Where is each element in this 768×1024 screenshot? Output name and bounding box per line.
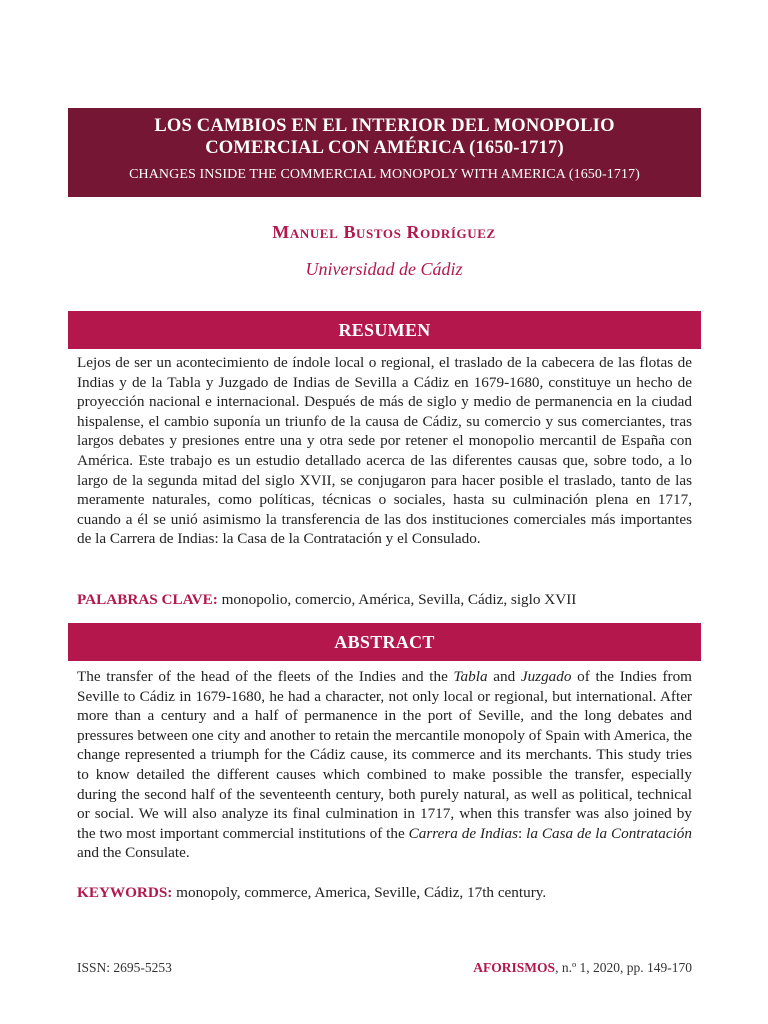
abstract-term-carrera: Carrera de Indias [408, 824, 518, 842]
palabras-clave-list: monopolio, comercio, América, Sevilla, Cádiz, siglo XVII [221, 591, 577, 608]
author-name: Manuel Bustos Rodríguez [272, 222, 496, 242]
abstract-text-part-1: The transfer of the head of the fleets of the Indies and the [77, 668, 454, 685]
title-spanish-line-2: COMERCIAL CON AMÉRICA (1650-1717) [205, 138, 564, 158]
title-spanish-line-1: LOS CAMBIOS EN EL INTERIOR DEL MONOPOLIO [154, 116, 615, 136]
abstract-text-part-3: and the Consulate. [77, 844, 190, 862]
abstract-text-colon: : [518, 824, 527, 842]
abstract-term-tabla: Tabla [453, 668, 488, 685]
keywords-list: monopoly, commerce, America, Seville, Cádiz, 17th century. [176, 884, 547, 901]
palabras-clave [77, 590, 692, 610]
abstract-term-juzgado: Juzgado [520, 668, 572, 685]
resumen-text: Lejos de ser un acontecimiento de índole local o regional, el traslado de la cabecera de las flotas de Indias y de la Tabla y Juzgado de Indias de Sevilla a Cádiz en 1679-1680, constituye un hecho de proyección nacional e internacional. Después de más de siglo y medio de permanencia en la ciudad hispalense, el cambio suponía un triunfo de la causa de Cádiz, su comercio y sus comerciantes, tras largos debates y presiones entre una y otra sede por retener el monopolio mercantil de España con América. Este trabajo es un estudio detallado acerca de las diferentes causas que, sobre todo, a lo largo de la segunda mitad del siglo XVII, se conjugaron para hacer posible el traslado, tanto de las meramente naturales, como políticas, técnicas o sociales, hasta su culminación plena en 1717, cuando a él se unió asimismo la transferencia de las dos instituciones comerciales más importantes de la Carrera de Indias: la Casa de la Contratación y el Consulado. [77, 354, 692, 548]
footer-issue-pages: , n.º 1, 2020, pp. 149-170 [555, 960, 692, 975]
footer-issn: ISSN: 2695-5253 [77, 960, 172, 975]
keywords [77, 883, 692, 903]
footer-journal-name: AFORISMOS [473, 960, 556, 975]
title-english: CHANGES INSIDE THE COMMERCIAL MONOPOLY WITH AMERICA (1650-1717) [129, 167, 640, 182]
title-spanish [68, 115, 701, 159]
abstract-term-casa: la Casa de la Contratación [526, 824, 692, 842]
keywords-label: KEYWORDS: [77, 884, 173, 901]
footer-citation [473, 960, 692, 976]
abstract-text-and: and [487, 668, 521, 685]
resumen-heading: RESUMEN [68, 311, 701, 349]
author-affiliation: Universidad de Cádiz [305, 259, 463, 279]
title-banner [68, 108, 701, 197]
abstract-text-part-2: of the Indies from Seville to Cádiz in 1679-1680, he had a character, not only local or regional, but international. After more than a century and a half of permanence in the port of Seville, and the long debates and pressures between one city and another to retain the mercantile monopoly of Spain with America, the change represented a triumph for the Cádiz cause, its commerce and its merchants. This study tries to know detailed the different causes which combined to make possible the transfer, especially during the second half of the seventeenth century, both purely natural, as well as political, technical or social. We will also analyze its final culmination in 1717, when this transfer was also joined by the two most important commercial institutions of the [77, 668, 692, 842]
abstract-heading: ABSTRACT [68, 623, 701, 661]
palabras-clave-label: PALABRAS CLAVE: [77, 591, 218, 608]
abstract-text [77, 667, 692, 863]
